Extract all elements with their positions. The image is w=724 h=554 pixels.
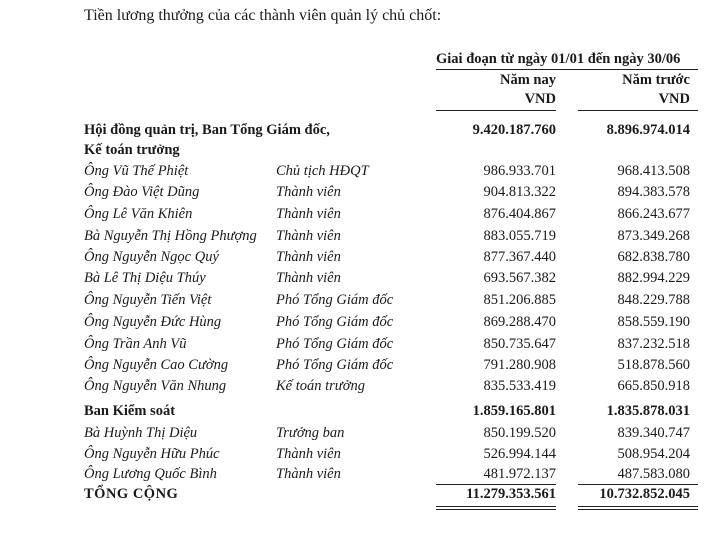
member-name: Ông Nguyễn Ngọc Quý: [84, 249, 219, 265]
total-double-line-current-1: [436, 506, 556, 507]
member-previous: 682.838.780: [617, 249, 690, 265]
intro-text: Tiền lương thưởng của các thành viên quản lý chủ chốt:: [84, 7, 442, 24]
col-previous-unit: VND: [658, 91, 690, 107]
member-previous: 665.850.918: [617, 378, 690, 394]
table-row: [0, 249, 724, 269]
table-row: [0, 292, 724, 312]
subtotal-line-current: [436, 484, 556, 485]
member-previous: 837.232.518: [617, 336, 690, 352]
member-current: 883.055.719: [483, 228, 556, 244]
member-current: 986.933.701: [483, 163, 556, 179]
member-role: Chủ tịch HĐQT: [276, 163, 369, 179]
member-current: 850.735.647: [483, 336, 556, 352]
member-name: Ông Đào Việt Dũng: [84, 184, 200, 200]
member-current: 869.288.470: [483, 314, 556, 330]
col-previous-label: Năm trước: [622, 72, 690, 88]
member-previous: 858.559.190: [617, 314, 690, 330]
member-role: Trưởng ban: [276, 425, 345, 441]
member-role: Thành viên: [276, 249, 341, 265]
total-current: 11.279.353.561: [466, 486, 556, 502]
col-previous-underline: [578, 110, 698, 111]
member-name: Ông Lê Văn Khiên: [84, 206, 193, 222]
table-row: [0, 314, 724, 334]
total-double-line-previous-2: [578, 509, 698, 510]
total-previous: 10.732.852.045: [599, 486, 690, 502]
table-row: [0, 228, 724, 248]
supervisory-group-row: [0, 403, 724, 423]
member-name: Ông Lương Quốc Bình: [84, 466, 217, 482]
subtotal-line-previous: [578, 484, 698, 485]
board-title-line1: Hội đồng quản trị, Ban Tổng Giám đốc,: [84, 122, 330, 138]
total-label: TỔNG CỘNG: [84, 486, 179, 502]
member-name: Ông Nguyễn Tiến Việt: [84, 292, 212, 308]
table-row: [0, 336, 724, 356]
member-previous: 508.954.204: [617, 446, 690, 462]
period-underline: [436, 69, 698, 70]
member-previous: 866.243.677: [617, 206, 690, 222]
table-row: [0, 425, 724, 445]
member-current: 904.813.322: [483, 184, 556, 200]
board-current-total: 9.420.187.760: [472, 122, 556, 138]
supervisory-previous-total: 1.835.878.031: [606, 403, 690, 419]
col-current-label: Năm nay: [500, 72, 556, 88]
member-name: Bà Lê Thị Diệu Thúy: [84, 270, 206, 286]
member-previous: 487.583.080: [617, 466, 690, 482]
table-row: [0, 206, 724, 226]
member-role: Phó Tổng Giám đốc: [276, 357, 394, 373]
supervisory-current-total: 1.859.165.801: [472, 403, 556, 419]
member-current: 876.404.867: [483, 206, 556, 222]
table-row: [0, 357, 724, 377]
table-row: [0, 466, 724, 486]
member-previous: 968.413.508: [617, 163, 690, 179]
table-row: [0, 446, 724, 466]
total-double-line-previous-1: [578, 506, 698, 507]
table-row: [0, 378, 724, 398]
total-row: [0, 486, 724, 506]
board-group-row-2: [0, 142, 724, 162]
member-role: Thành viên: [276, 466, 341, 482]
member-name: Ông Nguyễn Hữu Phúc: [84, 446, 220, 462]
board-group-row: [0, 122, 724, 142]
board-previous-total: 8.896.974.014: [606, 122, 690, 138]
member-name: Ông Nguyễn Cao Cường: [84, 357, 229, 373]
member-previous: 882.994.229: [617, 270, 690, 286]
table-row: [0, 163, 724, 183]
member-role: Phó Tổng Giám đốc: [276, 314, 394, 330]
member-current: 693.567.382: [483, 270, 556, 286]
member-current: 481.972.137: [483, 466, 556, 482]
member-previous: 873.349.268: [617, 228, 690, 244]
member-role: Thành viên: [276, 184, 341, 200]
member-role: Thành viên: [276, 206, 341, 222]
member-current: 850.199.520: [483, 425, 556, 441]
member-name: Ông Nguyễn Đức Hùng: [84, 314, 222, 330]
member-role: Phó Tổng Giám đốc: [276, 336, 394, 352]
member-role: Thành viên: [276, 228, 341, 244]
table-row: [0, 270, 724, 290]
member-current: 851.206.885: [483, 292, 556, 308]
member-previous: 848.229.788: [617, 292, 690, 308]
board-title-line2: Kế toán trưởng: [84, 142, 180, 158]
member-role: Kế toán trưởng: [276, 378, 365, 394]
member-current: 791.280.908: [483, 357, 556, 373]
member-previous: 894.383.578: [617, 184, 690, 200]
col-current-underline: [436, 110, 556, 111]
member-name: Ông Nguyễn Văn Nhung: [84, 378, 227, 394]
member-name: Ông Trần Anh Vũ: [84, 336, 187, 352]
member-previous: 839.340.747: [617, 425, 690, 441]
col-current-unit: VND: [524, 91, 556, 107]
member-name: Bà Nguyễn Thị Hồng Phượng: [84, 228, 257, 244]
member-role: Thành viên: [276, 446, 341, 462]
supervisory-title: Ban Kiểm soát: [84, 403, 176, 419]
member-role: Thành viên: [276, 270, 341, 286]
table-row: [0, 184, 724, 204]
member-previous: 518.878.560: [617, 357, 690, 373]
period-header: Giai đoạn từ ngày 01/01 đến ngày 30/06: [436, 51, 681, 67]
total-double-line-current-2: [436, 509, 556, 510]
member-name: Ông Vũ Thế Phiệt: [84, 163, 189, 179]
member-current: 526.994.144: [483, 446, 556, 462]
member-role: Phó Tổng Giám đốc: [276, 292, 394, 308]
member-current: 877.367.440: [483, 249, 556, 265]
member-name: Bà Huỳnh Thị Diệu: [84, 425, 198, 441]
member-current: 835.533.419: [483, 378, 556, 394]
